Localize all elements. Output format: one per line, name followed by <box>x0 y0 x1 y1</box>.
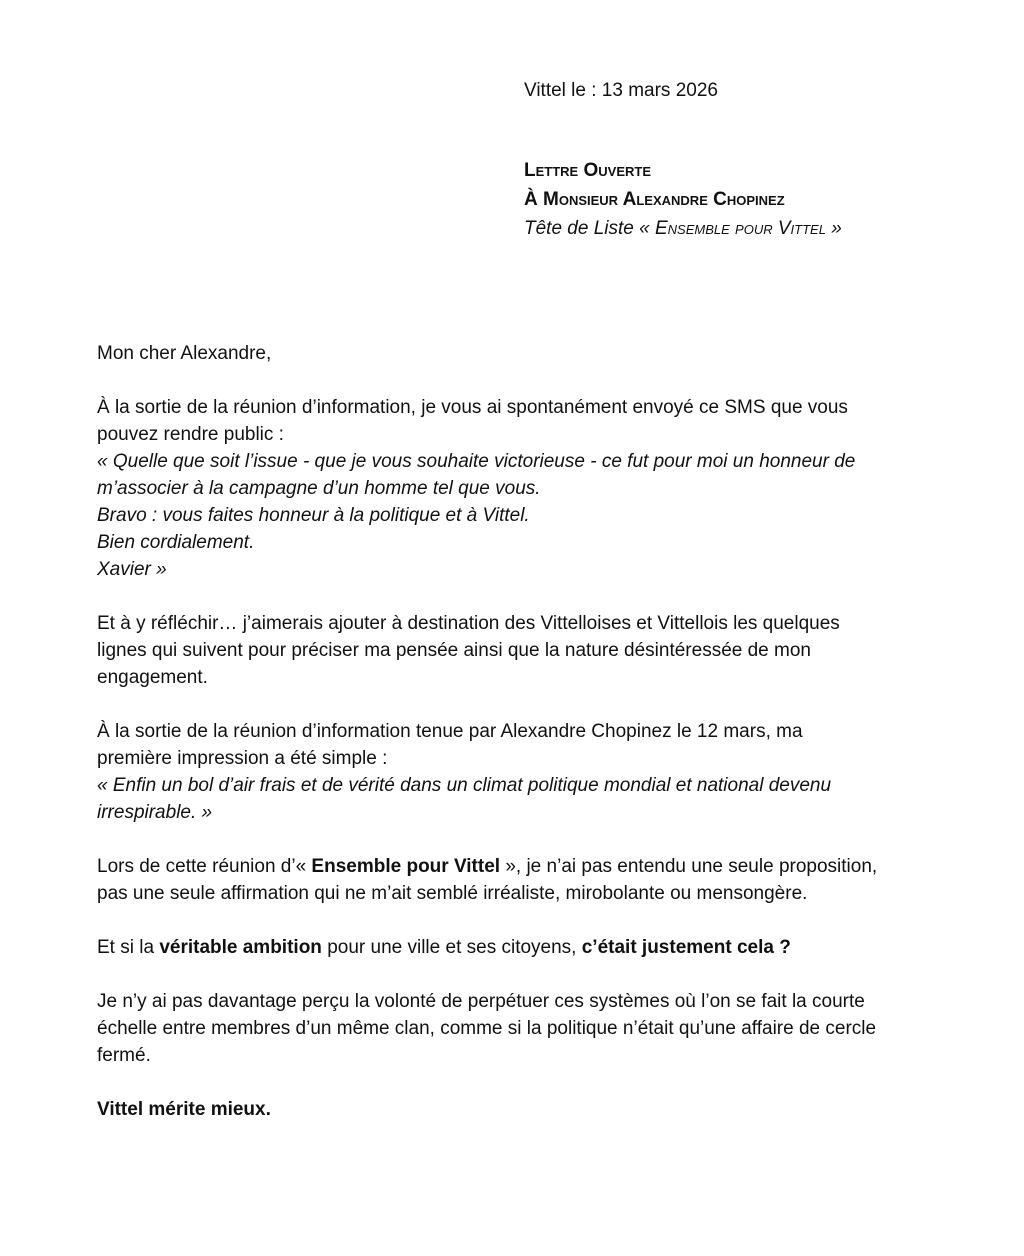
letter-recipient-role <box>524 214 842 243</box>
text-line <box>97 853 957 880</box>
closing-statement <box>97 1096 957 1123</box>
paragraph-impression <box>97 718 957 826</box>
salutation <box>97 340 957 367</box>
paragraph-sms <box>97 394 957 583</box>
bold-text: c’était justement cela ? <box>581 937 791 958</box>
paragraph-systems <box>97 988 957 1069</box>
paragraph-ambition <box>97 934 957 961</box>
text-span: pour une ville et ses citoyens, <box>321 937 582 958</box>
role-suffix: » <box>825 218 842 239</box>
text-line: À la sortie de la réunion d’information, je vous ai spontanément envoyé ce SMS que vous <box>97 397 848 418</box>
text-line: Je n’y ai pas davantage perçu la volonté de perpétuer ces systèmes où l’on se fait la courte <box>97 991 865 1012</box>
paragraph-meeting <box>97 853 957 907</box>
text-line: fermé. <box>97 1045 151 1066</box>
text-line: lignes qui suivent pour préciser ma pensée ainsi que la nature désintéressée de mon <box>97 640 811 661</box>
letter-header <box>524 156 842 243</box>
closing-text: Vittel mérite mieux. <box>97 1099 271 1120</box>
text-line: pouvez rendre public : <box>97 424 284 445</box>
text-line: échelle entre membres d’un même clan, comme si la politique n’était qu’une affaire de cercle <box>97 1018 877 1039</box>
letter-body <box>97 340 957 1150</box>
text-line: pas une seule affirmation qui ne m’ait semblé irréaliste, mirobolante ou mensongère. <box>97 883 808 904</box>
text-line: Et à y réfléchir… j’aimerais ajouter à destination des Vittelloises et Vittellois les quelques <box>97 613 840 634</box>
text-span: Et si la <box>97 937 160 958</box>
list-name: Ensemble pour Vittel <box>654 218 826 239</box>
letter-date: Vittel le : 13 mars 2026 <box>524 80 718 101</box>
letter-title: Lettre Ouverte <box>524 160 652 181</box>
quote-line: « Enfin un bol d’air frais et de vérité dans un climat politique mondial et national devenu <box>97 775 832 796</box>
text-line: engagement. <box>97 667 208 688</box>
paragraph-reflection <box>97 610 957 691</box>
bold-list-name: Ensemble pour Vittel <box>311 856 501 877</box>
quote-line: Bravo : vous faites honneur à la politique et à Vittel. <box>97 505 530 526</box>
letter-recipient: À Monsieur Alexandre Chopinez <box>524 189 785 210</box>
bold-text: véritable ambition <box>159 937 322 958</box>
text-line: À la sortie de la réunion d’information tenue par Alexandre Chopinez le 12 mars, ma <box>97 721 803 742</box>
quote-line: irrespirable. » <box>97 802 213 823</box>
quote-line: Xavier » <box>97 559 167 580</box>
salutation-text: Mon cher Alexandre, <box>97 343 272 364</box>
text-line: première impression a été simple : <box>97 748 388 769</box>
quote-line: m’associer à la campagne d’un homme tel que vous. <box>97 478 541 499</box>
text-span: », je n’ai pas entendu une seule proposition, <box>500 856 878 877</box>
role-prefix: Tête de Liste « <box>524 218 655 239</box>
quote-line: Bien cordialement. <box>97 532 255 553</box>
text-line <box>97 934 957 961</box>
text-span: Lors de cette réunion d’« <box>97 856 312 877</box>
quote-line: « Quelle que soit l’issue - que je vous souhaite victorieuse - ce fut pour moi un honneur de <box>97 451 856 472</box>
